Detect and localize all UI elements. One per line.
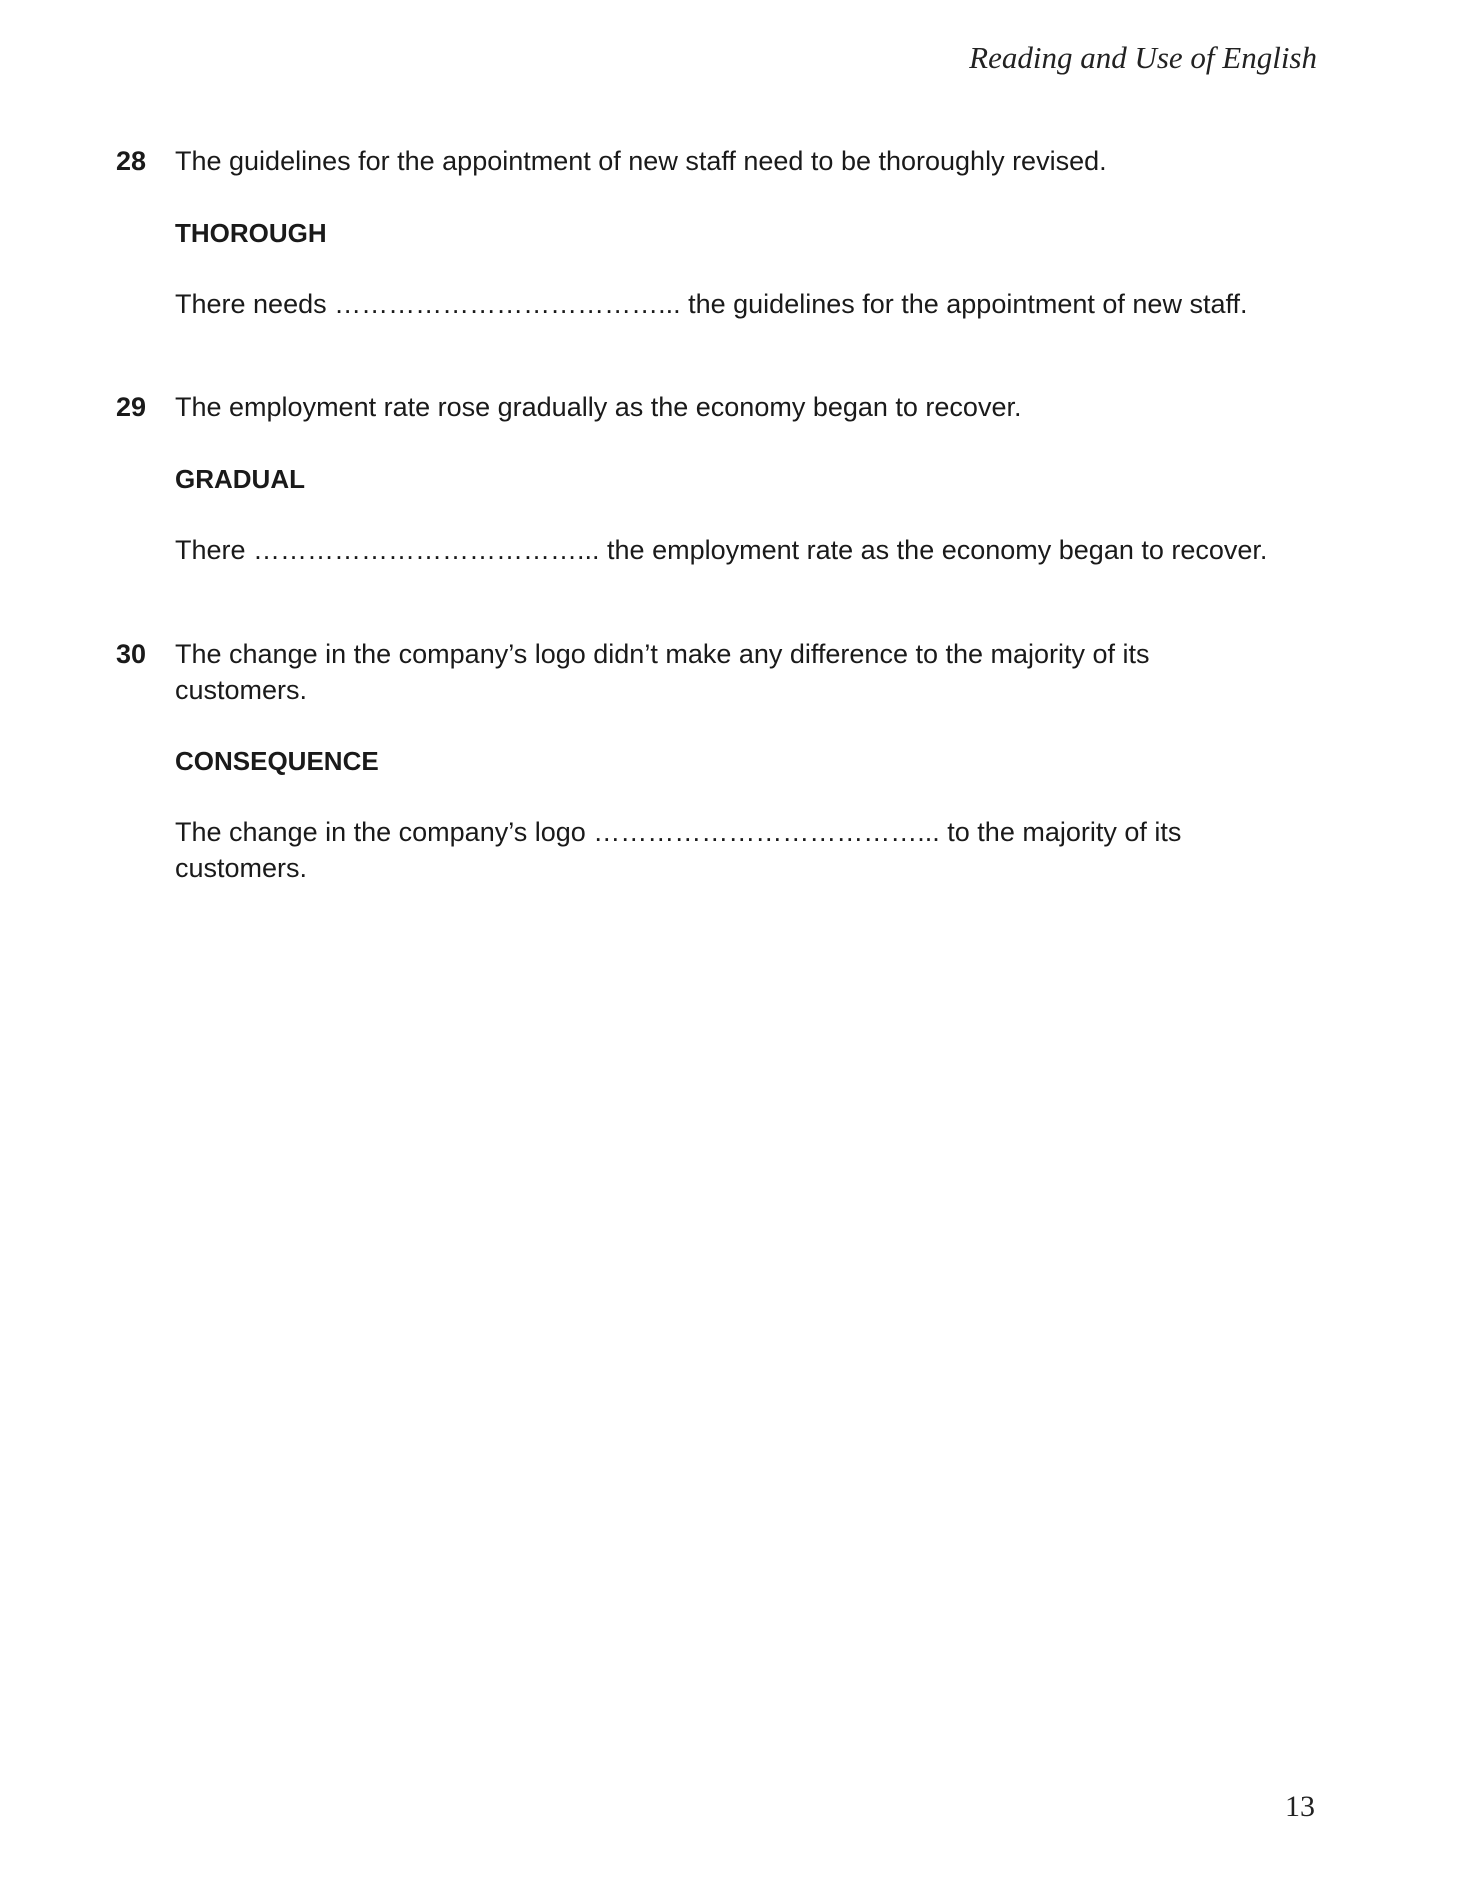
question-number: 29	[116, 392, 147, 422]
question-body	[175, 143, 1316, 319]
page-number: 13	[1285, 1790, 1315, 1823]
question-body	[175, 636, 1316, 883]
running-head: Reading and Use of English	[969, 40, 1317, 75]
question-keyword: THOROUGH	[175, 218, 327, 248]
question-prompt: The change in the company’s logo didn’t make any difference to the majority of its customers.	[175, 639, 1150, 705]
question-prompt: The employment rate rose gradually as the economy began to recover.	[175, 392, 1022, 422]
question-prompt: The guidelines for the appointment of new staff need to be thoroughly revised.	[175, 146, 1107, 176]
answer-line: There needs ………………………………... the guidelines for the appointment of new staff.	[175, 289, 1248, 319]
answer-line: There ………………………………... the employment rate as the economy began to recover.	[175, 535, 1268, 565]
answer-line: The change in the company’s logo ………………………………... to the majority of its customers.	[175, 817, 1182, 883]
question-number: 30	[116, 639, 147, 669]
question-number: 28	[116, 146, 147, 176]
question-body	[175, 389, 1316, 565]
question-keyword: CONSEQUENCE	[175, 746, 379, 776]
question-keyword: GRADUAL	[175, 464, 305, 494]
